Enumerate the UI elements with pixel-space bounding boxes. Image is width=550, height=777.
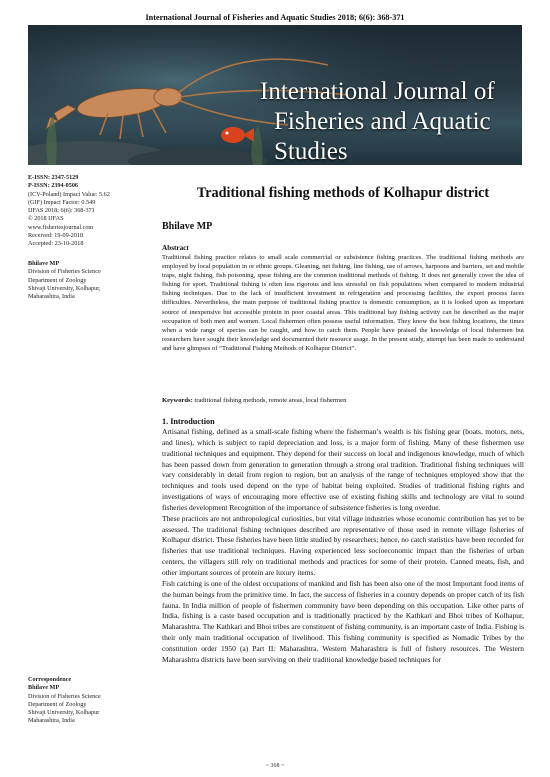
affiliation-line: Division of Fisheries Science bbox=[28, 268, 101, 276]
accepted-date: Accepted: 23-10-2018 bbox=[28, 240, 84, 248]
paper-title: Traditional fishing methods of Kolhapur district bbox=[196, 185, 490, 201]
correspondence-line: Department of Zoology bbox=[28, 700, 87, 708]
journal-banner bbox=[28, 25, 522, 165]
correspondence-line: Shivaji University, Kolhapur bbox=[28, 709, 100, 717]
introduction-body bbox=[162, 427, 524, 666]
affiliation-line: Shivaji University, Kolhapur, bbox=[28, 284, 101, 292]
eissn: E-ISSN: 2347-5129 bbox=[28, 174, 79, 181]
issue-ref: IJFAS 2018; 6(6): 368-371 bbox=[28, 207, 95, 215]
keywords-label: Keywords: bbox=[162, 397, 193, 404]
abstract-heading: Abstract bbox=[162, 244, 189, 252]
pissn: P-ISSN: 2394-0506 bbox=[28, 182, 79, 190]
icv-impact: (ICV-Poland) Impact Value: 5.62 bbox=[28, 190, 110, 198]
correspondence-line: Maharashtra, India bbox=[28, 717, 75, 725]
correspondence-name: Bhilave MP bbox=[28, 684, 60, 692]
intro-paragraph: These practices are not anthropological curiosities, but vital village industries whose economic contribution has yet to be assessed. The traditional fishing techniques described are representative of those used in remote village fisheries of Kolhapur district. These fisheries have been little studied by researchers; hence, no catch statistics have been recorded for fisheries that use traditional techniques. Having experienced less socioeconomic impact than the fisheries of urban centers, the villagers still rely on traditional methods and practices for some of their protein. Canned meats, fish, and other important sources of protein are luxury items. bbox=[162, 513, 524, 577]
affiliation-line: Maharashtra, India bbox=[28, 293, 75, 301]
banner-title-line-2: Fisheries and Aquatic Studies bbox=[274, 108, 491, 165]
journal-running-header: International Journal of Fisheries and Aquatic Studies 2018; 6(6): 368-371 bbox=[145, 13, 405, 22]
correspondence-block bbox=[28, 676, 150, 726]
keywords-text: traditional fishing methods, remote areas, local fishermen bbox=[192, 397, 347, 404]
correspondence-heading: Correspondence bbox=[28, 676, 72, 683]
affiliation-line: Department of Zoology bbox=[28, 276, 87, 284]
affiliation-block bbox=[28, 260, 150, 301]
journal-banner-title bbox=[260, 77, 515, 165]
affiliation-name: Bhilave MP bbox=[28, 260, 60, 267]
intro-paragraph: Fish catching is one of the oldest occupations of mankind and fish has been also one of the most Important food items of the human beings from the primitive time. In fact, the success of fisheries in a country depends on proper catch of its fish fauna. In India million of people of fishermen community have been depending on this occupation. Like other parts of India, fishing is a caste based occupation and is traditionally practiced by the Kathkari and Bhoi tribes of Kolhapur, Maharashtra. The Kathkari and Bhoi tribes are constituent of fishing community, is an important caste of India. Fishing is their only main traditional occupation of livelihood. This fishing community is specified as Nomadic Tribes by the constitution order 1950 (a) Part II: Maharashtra. Western Maharashtra is full of fishery resources. The Western Maharashtra districts have been surviving on their traditional knowledge based techniques for bbox=[162, 578, 524, 664]
gif-impact: (GIF) Impact Factor: 0.549 bbox=[28, 198, 96, 206]
keywords-line bbox=[162, 397, 524, 404]
banner-title-line-1: International Journal of bbox=[260, 78, 495, 105]
author-name: Bhilave MP bbox=[162, 221, 213, 232]
front-matter bbox=[28, 174, 150, 249]
received-date: Received: 19-09-2018 bbox=[28, 232, 84, 240]
correspondence-line: Division of Fisheries Science bbox=[28, 692, 101, 700]
page-number: ~ 368 ~ bbox=[265, 763, 285, 769]
abstract-text: Traditional fishing practice relates to small scale commercial or subsistence fishing practices. The traditional fishing methods are employed by local population in or ethnic groups. Gleaning, net fishing, line fishing, use of arrows, harpoons and barriers, set and mobile traps, night fishing, fish poisoning, spear fishing are the common traditional methods of fishing. It does not generally cover the idea of fishing for sport. Traditional fishing is often less rigorous and less stressful on fish populations when compared to modern industrial fishing techniques. Due to the lack of insufficient investment in refrigeration and processing facilities, the export process faces difficulties. Nevertheless, the main purpose of traditional fishing practice is domestic consumption, as it is looked upon as important source of inexpensive but accessible protein in poor coastal areas. This traditional bay fishing activity can be described as the major occupation of both men and women. Local fishermen often possess useful information. They know the best fishing locations, the times when a wide range of species can be caught, and how to catch them. People have praised the knowledge of local fishermen but researchers have sought their knowledge and documented their resource usage. In the present study, attempt has been made to understand and have glimpses of “Traditional Fishing Methods of Kolhapur District”. bbox=[162, 254, 524, 352]
website: www.fisheriesjournal.com bbox=[28, 223, 94, 231]
introduction-heading: 1. Introduction bbox=[162, 417, 215, 426]
intro-paragraph: Artisanal fishing, defined as a small-scale fishing where the fisherman’s wealth is his fishing gear (boats, motors, nets, and lines), which is subject to rapid depreciation and loss, is a major form of fishing. Many of these fishermen use traditional techniques and equipment. They depend for their success on local and indigenous knowledge, much of which has been passed down from generation to generation through a strong oral tradition. Traditional fishing techniques will vary considerably in detail from region to region, but an analysis of the range of techniques employed show that the techniques and tools used depend on the type of habitat being exploited. Studies of traditional fishing rights and investigations of ways of encouraging more effective use of existing fishing skills and technology are vital to sound fisheries development Recognition of the importance of subsistence fisheries is long overdue. bbox=[162, 427, 524, 512]
copyright: © 2018 IJFAS bbox=[28, 215, 64, 223]
